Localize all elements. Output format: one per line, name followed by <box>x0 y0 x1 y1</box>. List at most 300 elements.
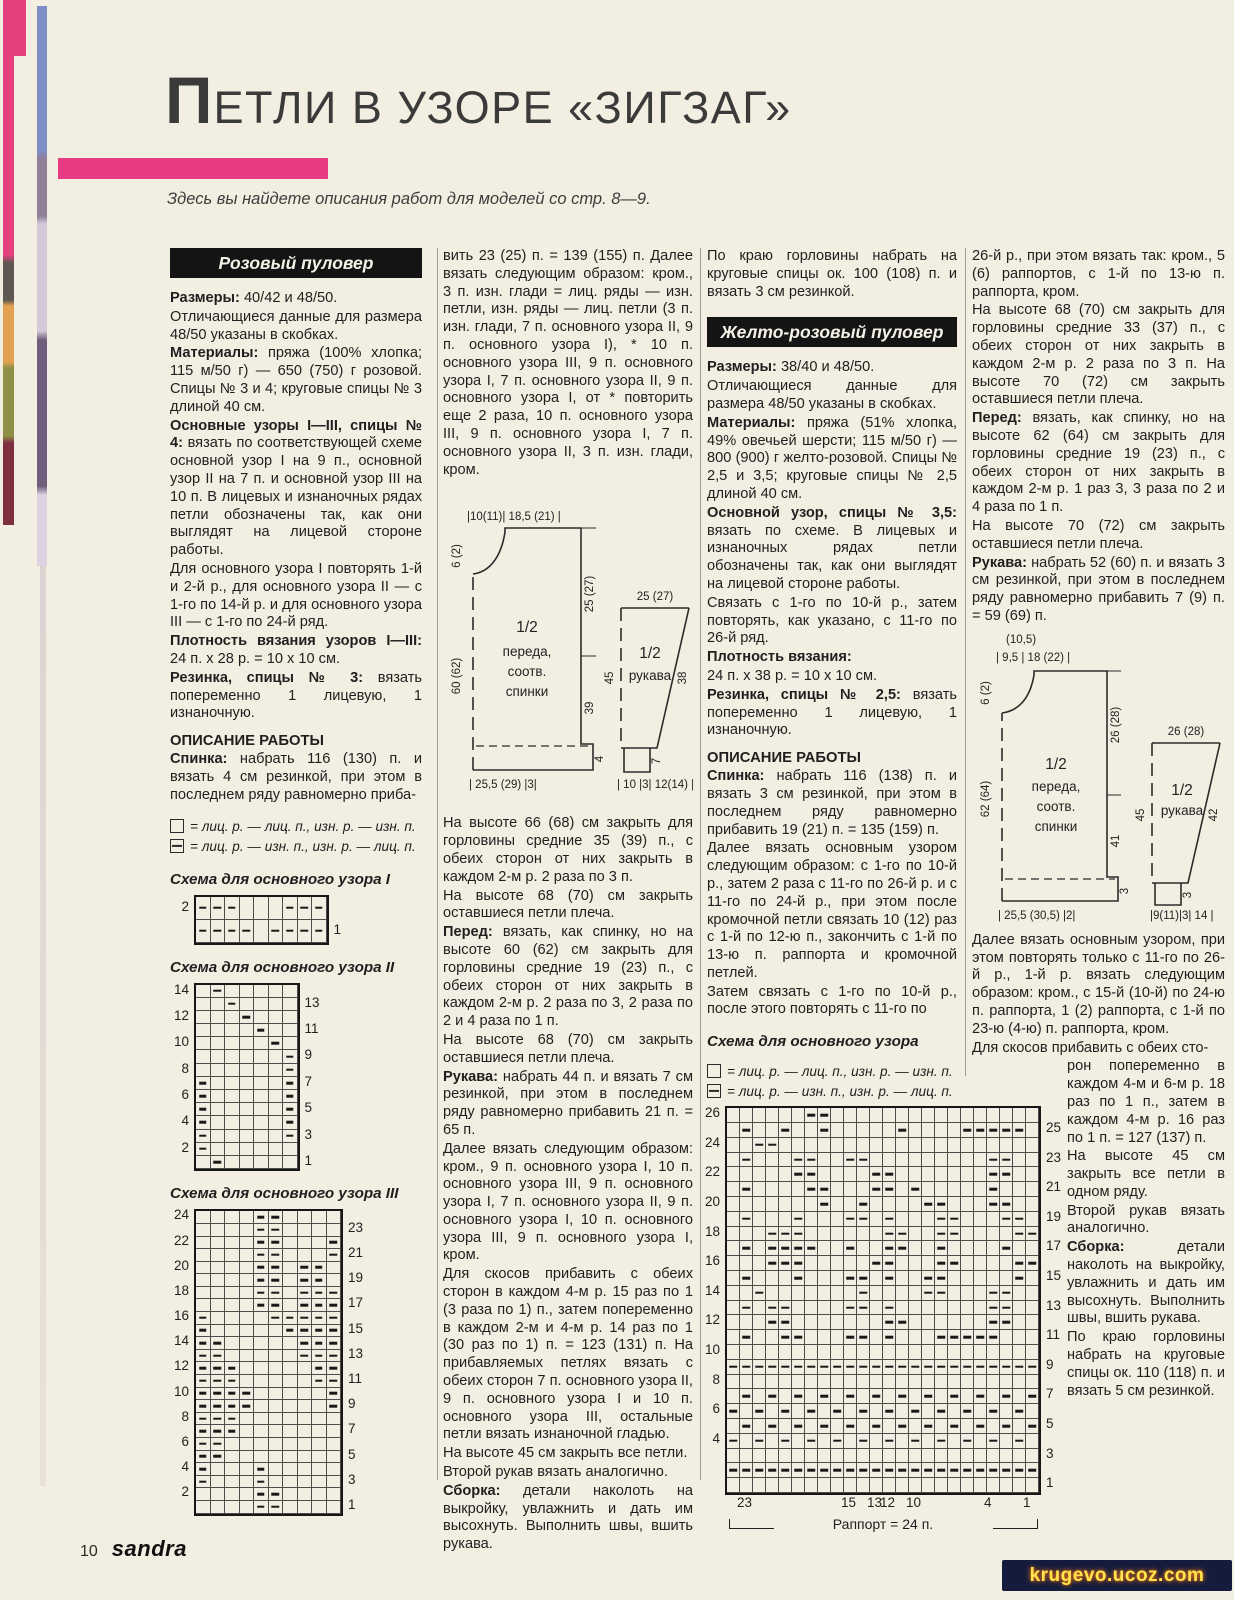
chart-cell <box>896 1345 909 1360</box>
purl-dash <box>833 1365 841 1368</box>
chart-cell <box>740 1315 753 1330</box>
purl-dash <box>781 1439 789 1442</box>
chart-cell <box>283 1011 298 1024</box>
purl-dash <box>807 1410 815 1413</box>
chart-cell <box>269 1211 284 1224</box>
chart-cell <box>211 1287 226 1300</box>
paragraph: Резинка, спицы № 2,5: вязать попеременно 1 лицевую, 1 изнаночную. <box>707 686 957 739</box>
chart-cell <box>818 1345 831 1360</box>
chart-cell <box>254 1156 269 1169</box>
chart-cell <box>922 1434 935 1449</box>
chart-cell <box>225 1463 240 1476</box>
chart-cell <box>922 1153 935 1168</box>
chart-cell <box>240 1463 255 1476</box>
chart-row-label: 8 <box>181 1408 189 1424</box>
watermark: krugevo.ucoz.com <box>1002 1560 1232 1591</box>
purl-dash <box>924 1277 932 1280</box>
chart-cell <box>753 1419 766 1434</box>
chart-cell <box>740 1153 753 1168</box>
chart-cell <box>1013 1449 1026 1464</box>
chart-column-label: 15 <box>841 1495 857 1511</box>
chart-cell <box>740 1404 753 1419</box>
chart-cell <box>818 1286 831 1301</box>
chart-cell <box>327 1451 342 1464</box>
measure-armhole: 26 (28) <box>1110 706 1122 743</box>
column-4 <box>972 248 1225 1401</box>
purl-dash <box>768 1262 776 1265</box>
chart-cell <box>240 1476 255 1489</box>
chart-cell <box>844 1167 857 1182</box>
chart-cell <box>948 1330 961 1345</box>
chart-cell <box>935 1419 948 1434</box>
chart-cell <box>792 1227 805 1242</box>
chart-cell <box>211 1299 226 1312</box>
chart-cell <box>196 1224 211 1237</box>
purl-dash <box>885 1188 893 1191</box>
chart-cell <box>909 1182 922 1197</box>
chart-cell <box>818 1153 831 1168</box>
chart-cell <box>792 1123 805 1138</box>
chart-cell <box>211 1024 226 1037</box>
purl-dash <box>1015 1410 1023 1413</box>
purl-dash <box>742 1158 750 1161</box>
chart-cell <box>987 1478 1000 1493</box>
chart-cell <box>883 1404 896 1419</box>
chart-cell <box>727 1360 740 1375</box>
chart-cell <box>269 1103 284 1116</box>
purl-dash <box>272 1241 280 1244</box>
chart-cell <box>225 1287 240 1300</box>
purl-dash <box>257 1029 265 1032</box>
purl-dash <box>898 1321 906 1324</box>
chart-cell <box>870 1375 883 1390</box>
purl-dash <box>911 1188 919 1191</box>
chart-cell <box>948 1153 961 1168</box>
chart-cell <box>240 985 255 998</box>
chart-cell <box>211 1050 226 1063</box>
chart-cell <box>225 1024 240 1037</box>
purl-dash <box>301 1304 309 1307</box>
chart-cell <box>196 1237 211 1250</box>
chart-cell <box>254 1037 269 1050</box>
purl-dash <box>272 1266 280 1269</box>
chart-cell <box>792 1404 805 1419</box>
chart-cell <box>1013 1419 1026 1434</box>
chart-cell <box>240 1337 255 1350</box>
chart-cell <box>922 1212 935 1227</box>
body-label: 1/2 <box>516 619 538 637</box>
chart-cell <box>818 1301 831 1316</box>
chart-cell <box>269 1350 284 1363</box>
chart-cell <box>935 1389 948 1404</box>
chart-cell <box>727 1463 740 1478</box>
purl-dash <box>286 1082 294 1085</box>
purl-dash <box>820 1188 828 1191</box>
chart-cell <box>327 1312 342 1325</box>
chart-cell <box>753 1389 766 1404</box>
chart-cell <box>298 1299 313 1312</box>
chart-cell <box>818 1330 831 1345</box>
chart-cell <box>196 1011 211 1024</box>
chart-cell <box>269 1077 284 1090</box>
purl-dash <box>1028 1469 1036 1472</box>
chart-cell <box>269 1362 284 1375</box>
chart-cell <box>740 1256 753 1271</box>
chart-cell <box>211 1451 226 1464</box>
purl-dash <box>257 1216 265 1219</box>
chart-cell <box>935 1315 948 1330</box>
chart-cell <box>792 1197 805 1212</box>
chart-cell <box>327 1400 342 1413</box>
purl-dash <box>330 1354 338 1357</box>
chart-cell <box>269 998 284 1011</box>
chart-cell <box>254 897 269 920</box>
chart-cell <box>225 1011 240 1024</box>
purl-dash <box>781 1306 789 1309</box>
chart-cell <box>254 1224 269 1237</box>
chart-column-label: 4 <box>984 1495 992 1511</box>
chart-cell <box>196 1476 211 1489</box>
chart-cell <box>805 1271 818 1286</box>
chart-row-label: 1 <box>1046 1475 1054 1491</box>
purl-dash <box>742 1425 750 1428</box>
chart-cell <box>896 1315 909 1330</box>
chart-row-label: 2 <box>181 898 189 914</box>
chart-cell <box>948 1197 961 1212</box>
chart-cell <box>779 1434 792 1449</box>
chart-row-label: 19 <box>348 1270 364 1286</box>
purl-dash <box>924 1365 932 1368</box>
purl-dash <box>301 1279 309 1282</box>
chart-cell <box>779 1241 792 1256</box>
yellow-pink-pullover-text-narrow <box>1067 1058 1225 1400</box>
chart-cell <box>831 1286 844 1301</box>
chart-cell <box>1026 1404 1039 1419</box>
chart-cell <box>805 1182 818 1197</box>
chart-cell <box>211 1413 226 1426</box>
purl-dash <box>911 1469 919 1472</box>
chart-cell <box>792 1167 805 1182</box>
purl-dash <box>950 1425 958 1428</box>
purl-dash <box>833 1439 841 1442</box>
chart-cell <box>987 1419 1000 1434</box>
chart-cell <box>922 1375 935 1390</box>
purl-dash <box>859 1158 867 1161</box>
chart-cell <box>196 1077 211 1090</box>
chart-cell <box>283 1143 298 1156</box>
paragraph: На высоте 66 (68) см закрыть для горловины средние 35 (39) п., с обеих сторон от них закрыть в каждом 2-м р. 2 раза по 3 п. <box>443 815 693 885</box>
chart-row-label: 3 <box>348 1471 356 1487</box>
chart-cell <box>269 1438 284 1451</box>
chart-cell <box>327 1413 342 1426</box>
chart-cell <box>883 1153 896 1168</box>
chart-cell <box>727 1345 740 1360</box>
chart-cell <box>935 1241 948 1256</box>
body-label: переда, <box>1031 778 1081 794</box>
chart-cell <box>896 1449 909 1464</box>
chart-cell <box>240 1400 255 1413</box>
knitting-chart-ii <box>172 983 322 1172</box>
chart-cell <box>922 1389 935 1404</box>
purl-dash <box>272 1493 280 1496</box>
chart-cell <box>211 1463 226 1476</box>
chart-row-label: 7 <box>304 1073 313 1089</box>
chart-column-label: 23 <box>737 1495 753 1511</box>
chart-row-label <box>172 996 194 1009</box>
purl-dash <box>742 1306 750 1309</box>
purl-dash <box>755 1469 763 1472</box>
chart-cell <box>225 1451 240 1464</box>
chart-row-label: 24 <box>704 1134 720 1150</box>
chart-cell <box>753 1449 766 1464</box>
chart-cell <box>909 1197 922 1212</box>
chart-cell <box>225 1299 240 1312</box>
chart-cell <box>269 1451 284 1464</box>
yellow-pink-pullover-text <box>972 932 1225 1058</box>
chart-legend <box>170 817 422 857</box>
chart-cell <box>269 1249 284 1262</box>
chart-cell <box>727 1449 740 1464</box>
chart-cell <box>766 1286 779 1301</box>
chart-row-label: 1 <box>348 1496 356 1512</box>
chart-cell <box>779 1419 792 1434</box>
chart-cell <box>870 1138 883 1153</box>
chart-cell <box>857 1123 870 1138</box>
chart-row-label: 4 <box>181 1459 189 1475</box>
chart-cell <box>225 920 240 943</box>
purl-dash <box>228 1367 236 1370</box>
chart-cell <box>753 1197 766 1212</box>
chart-cell <box>818 1108 831 1123</box>
chart-cell <box>948 1434 961 1449</box>
chart-cell <box>211 1037 226 1050</box>
purl-dash <box>950 1262 958 1265</box>
purl-dash <box>257 1291 265 1294</box>
purl-dash <box>846 1277 854 1280</box>
page-edge-strip <box>37 6 47 566</box>
chart-row-labels <box>172 983 194 1172</box>
chart-cell <box>935 1375 948 1390</box>
chart-cell <box>870 1182 883 1197</box>
chart-cell <box>792 1212 805 1227</box>
chart-cell <box>948 1182 961 1197</box>
purl-dash <box>286 1329 294 1332</box>
chart-cell <box>870 1404 883 1419</box>
paragraph-lead: Резинка, спицы № 2,5: <box>707 686 913 703</box>
paragraph-lead: Спинка: <box>707 768 777 785</box>
purl-dash <box>768 1306 776 1309</box>
purl-dash <box>301 1342 309 1345</box>
purl-dash <box>199 1417 207 1420</box>
chart-cell <box>196 1116 211 1129</box>
chart-cell <box>870 1463 883 1478</box>
chart-cell <box>974 1404 987 1419</box>
chart-cell <box>196 1156 211 1169</box>
chart-cell <box>896 1153 909 1168</box>
chart-cell <box>974 1434 987 1449</box>
purl-dash <box>820 1203 828 1206</box>
chart-cell <box>211 1116 226 1129</box>
measure-neck-depth: 6 (2) <box>451 544 463 569</box>
chart-cell <box>896 1360 909 1375</box>
chart-cell <box>883 1241 896 1256</box>
chart-cell <box>831 1212 844 1227</box>
purl-dash <box>315 1317 323 1320</box>
chart-cell <box>922 1478 935 1493</box>
chart-cell <box>211 1224 226 1237</box>
purl-dash <box>286 1317 294 1320</box>
chart-cell <box>727 1330 740 1345</box>
chart-cell <box>870 1315 883 1330</box>
chart-grid <box>194 983 300 1172</box>
chart-cell <box>727 1197 740 1212</box>
chart-cell <box>753 1375 766 1390</box>
chart-cell <box>298 1375 313 1388</box>
chart-cell <box>948 1241 961 1256</box>
chart-cell <box>283 1287 298 1300</box>
chart-cell <box>753 1271 766 1286</box>
magazine-brand: sandra <box>111 1536 187 1561</box>
chart-cell <box>922 1419 935 1434</box>
chart-cell <box>857 1108 870 1123</box>
purl-dash <box>846 1158 854 1161</box>
chart-row-label <box>300 1114 322 1127</box>
chart-row-label: 6 <box>181 1087 189 1103</box>
chart-row-label <box>172 1048 194 1061</box>
chart-cell <box>844 1241 857 1256</box>
chart-cell <box>298 1501 313 1514</box>
chart-cell <box>196 1024 211 1037</box>
purl-dash <box>1028 1425 1036 1428</box>
chart-cell <box>196 985 211 998</box>
chart-row-label: 10 <box>173 1383 189 1399</box>
measure-pre-top: (10,5) <box>1006 633 1037 646</box>
chart-cell <box>312 1488 327 1501</box>
chart-cell <box>870 1286 883 1301</box>
paragraph: Затем связать с 1-го по 10-й р., после этого повторять с 11-го по <box>707 983 957 1018</box>
chart-cell <box>327 1325 342 1338</box>
purl-dash <box>199 1367 207 1370</box>
purl-dash <box>742 1336 750 1339</box>
purl-dash <box>228 906 236 909</box>
chart-cell <box>283 1237 298 1250</box>
purl-dash <box>781 1365 789 1368</box>
chart-cell <box>896 1212 909 1227</box>
chart-cell <box>948 1419 961 1434</box>
chart-cell <box>269 1337 284 1350</box>
chart-cell <box>766 1108 779 1123</box>
chart-cell <box>1013 1478 1026 1493</box>
chart-cell <box>792 1256 805 1271</box>
chart-cell <box>312 1337 327 1350</box>
chart-row-label: 16 <box>173 1308 189 1324</box>
measure-cuff: 7 <box>651 758 663 765</box>
measure-body-bottom: | 25,5 (29) |3| <box>469 779 537 792</box>
chart-cell <box>753 1404 766 1419</box>
chart-cell <box>225 1064 240 1077</box>
chart-cell <box>327 1488 342 1501</box>
chart-cell <box>805 1256 818 1271</box>
chart-row-label: 13 <box>1046 1297 1062 1313</box>
chart-cell <box>225 1488 240 1501</box>
purl-dash <box>228 1405 236 1408</box>
chart-cell <box>831 1315 844 1330</box>
chart-cell <box>922 1463 935 1478</box>
chart-cell <box>196 1262 211 1275</box>
chart-legend <box>707 1062 957 1102</box>
chart-row-label: 16 <box>704 1253 720 1269</box>
purl-dash <box>859 1410 867 1413</box>
purl-dash <box>885 1365 893 1368</box>
chart-row-label: 15 <box>1046 1268 1062 1284</box>
chart-cell <box>870 1197 883 1212</box>
chart-row-label: 5 <box>1046 1416 1054 1432</box>
paragraph: Сборка: детали наколоть на выкройку, увлажнить и дать им высохнуть. Выполнить швы, вшить рукава. <box>443 1482 693 1553</box>
purl-dash <box>199 1317 207 1320</box>
chart-cell <box>922 1227 935 1242</box>
chart-cell <box>254 1011 269 1024</box>
rapport-bracket-left <box>729 1519 774 1529</box>
chart-cell <box>327 1425 342 1438</box>
purl-dash <box>963 1439 971 1442</box>
chart-cell <box>225 1090 240 1103</box>
purl-dash <box>272 1304 280 1307</box>
chart-row-label <box>699 1358 725 1373</box>
paragraph-lead: Перед: <box>443 924 503 941</box>
chart-cell <box>196 1090 211 1103</box>
chart-row-label: 4 <box>181 1113 189 1129</box>
chart-cell <box>844 1449 857 1464</box>
chart-row-label: 11 <box>1046 1327 1061 1343</box>
purl-dash <box>820 1114 828 1117</box>
purl-dash <box>272 1279 280 1282</box>
chart-row-label: 5 <box>348 1446 356 1462</box>
chart-cell <box>753 1345 766 1360</box>
purl-dash <box>859 1336 867 1339</box>
chart-cell <box>831 1404 844 1419</box>
chart-cell <box>269 1400 284 1413</box>
chart-cell <box>254 1438 269 1451</box>
chart-cell <box>922 1286 935 1301</box>
measure-sleeve-slant: 42 <box>1208 808 1220 822</box>
purl-dash <box>963 1410 971 1413</box>
purl-dash <box>885 1217 893 1220</box>
chart-cell <box>792 1315 805 1330</box>
chart-cell <box>298 1488 313 1501</box>
chart-cell <box>883 1330 896 1345</box>
purl-dash <box>768 1321 776 1324</box>
chart-cell <box>792 1241 805 1256</box>
chart-cell <box>870 1256 883 1271</box>
chart-cell <box>225 1262 240 1275</box>
chart-cell <box>753 1330 766 1345</box>
accent-bar <box>58 158 328 179</box>
chart-row-label <box>699 1328 725 1343</box>
chart-cell <box>792 1182 805 1197</box>
chart-cell <box>254 920 269 943</box>
chart-cell <box>857 1256 870 1271</box>
chart-cell <box>240 1249 255 1262</box>
chart-cell <box>805 1212 818 1227</box>
chart-row-label: 1 <box>304 1152 313 1168</box>
chart-cell <box>753 1227 766 1242</box>
purl-dash <box>885 1410 893 1413</box>
chart-cell <box>766 1404 779 1419</box>
chart-cell <box>870 1153 883 1168</box>
chart-row-label <box>699 1461 725 1476</box>
purl-dash <box>872 1188 880 1191</box>
purl-dash <box>807 1365 815 1368</box>
